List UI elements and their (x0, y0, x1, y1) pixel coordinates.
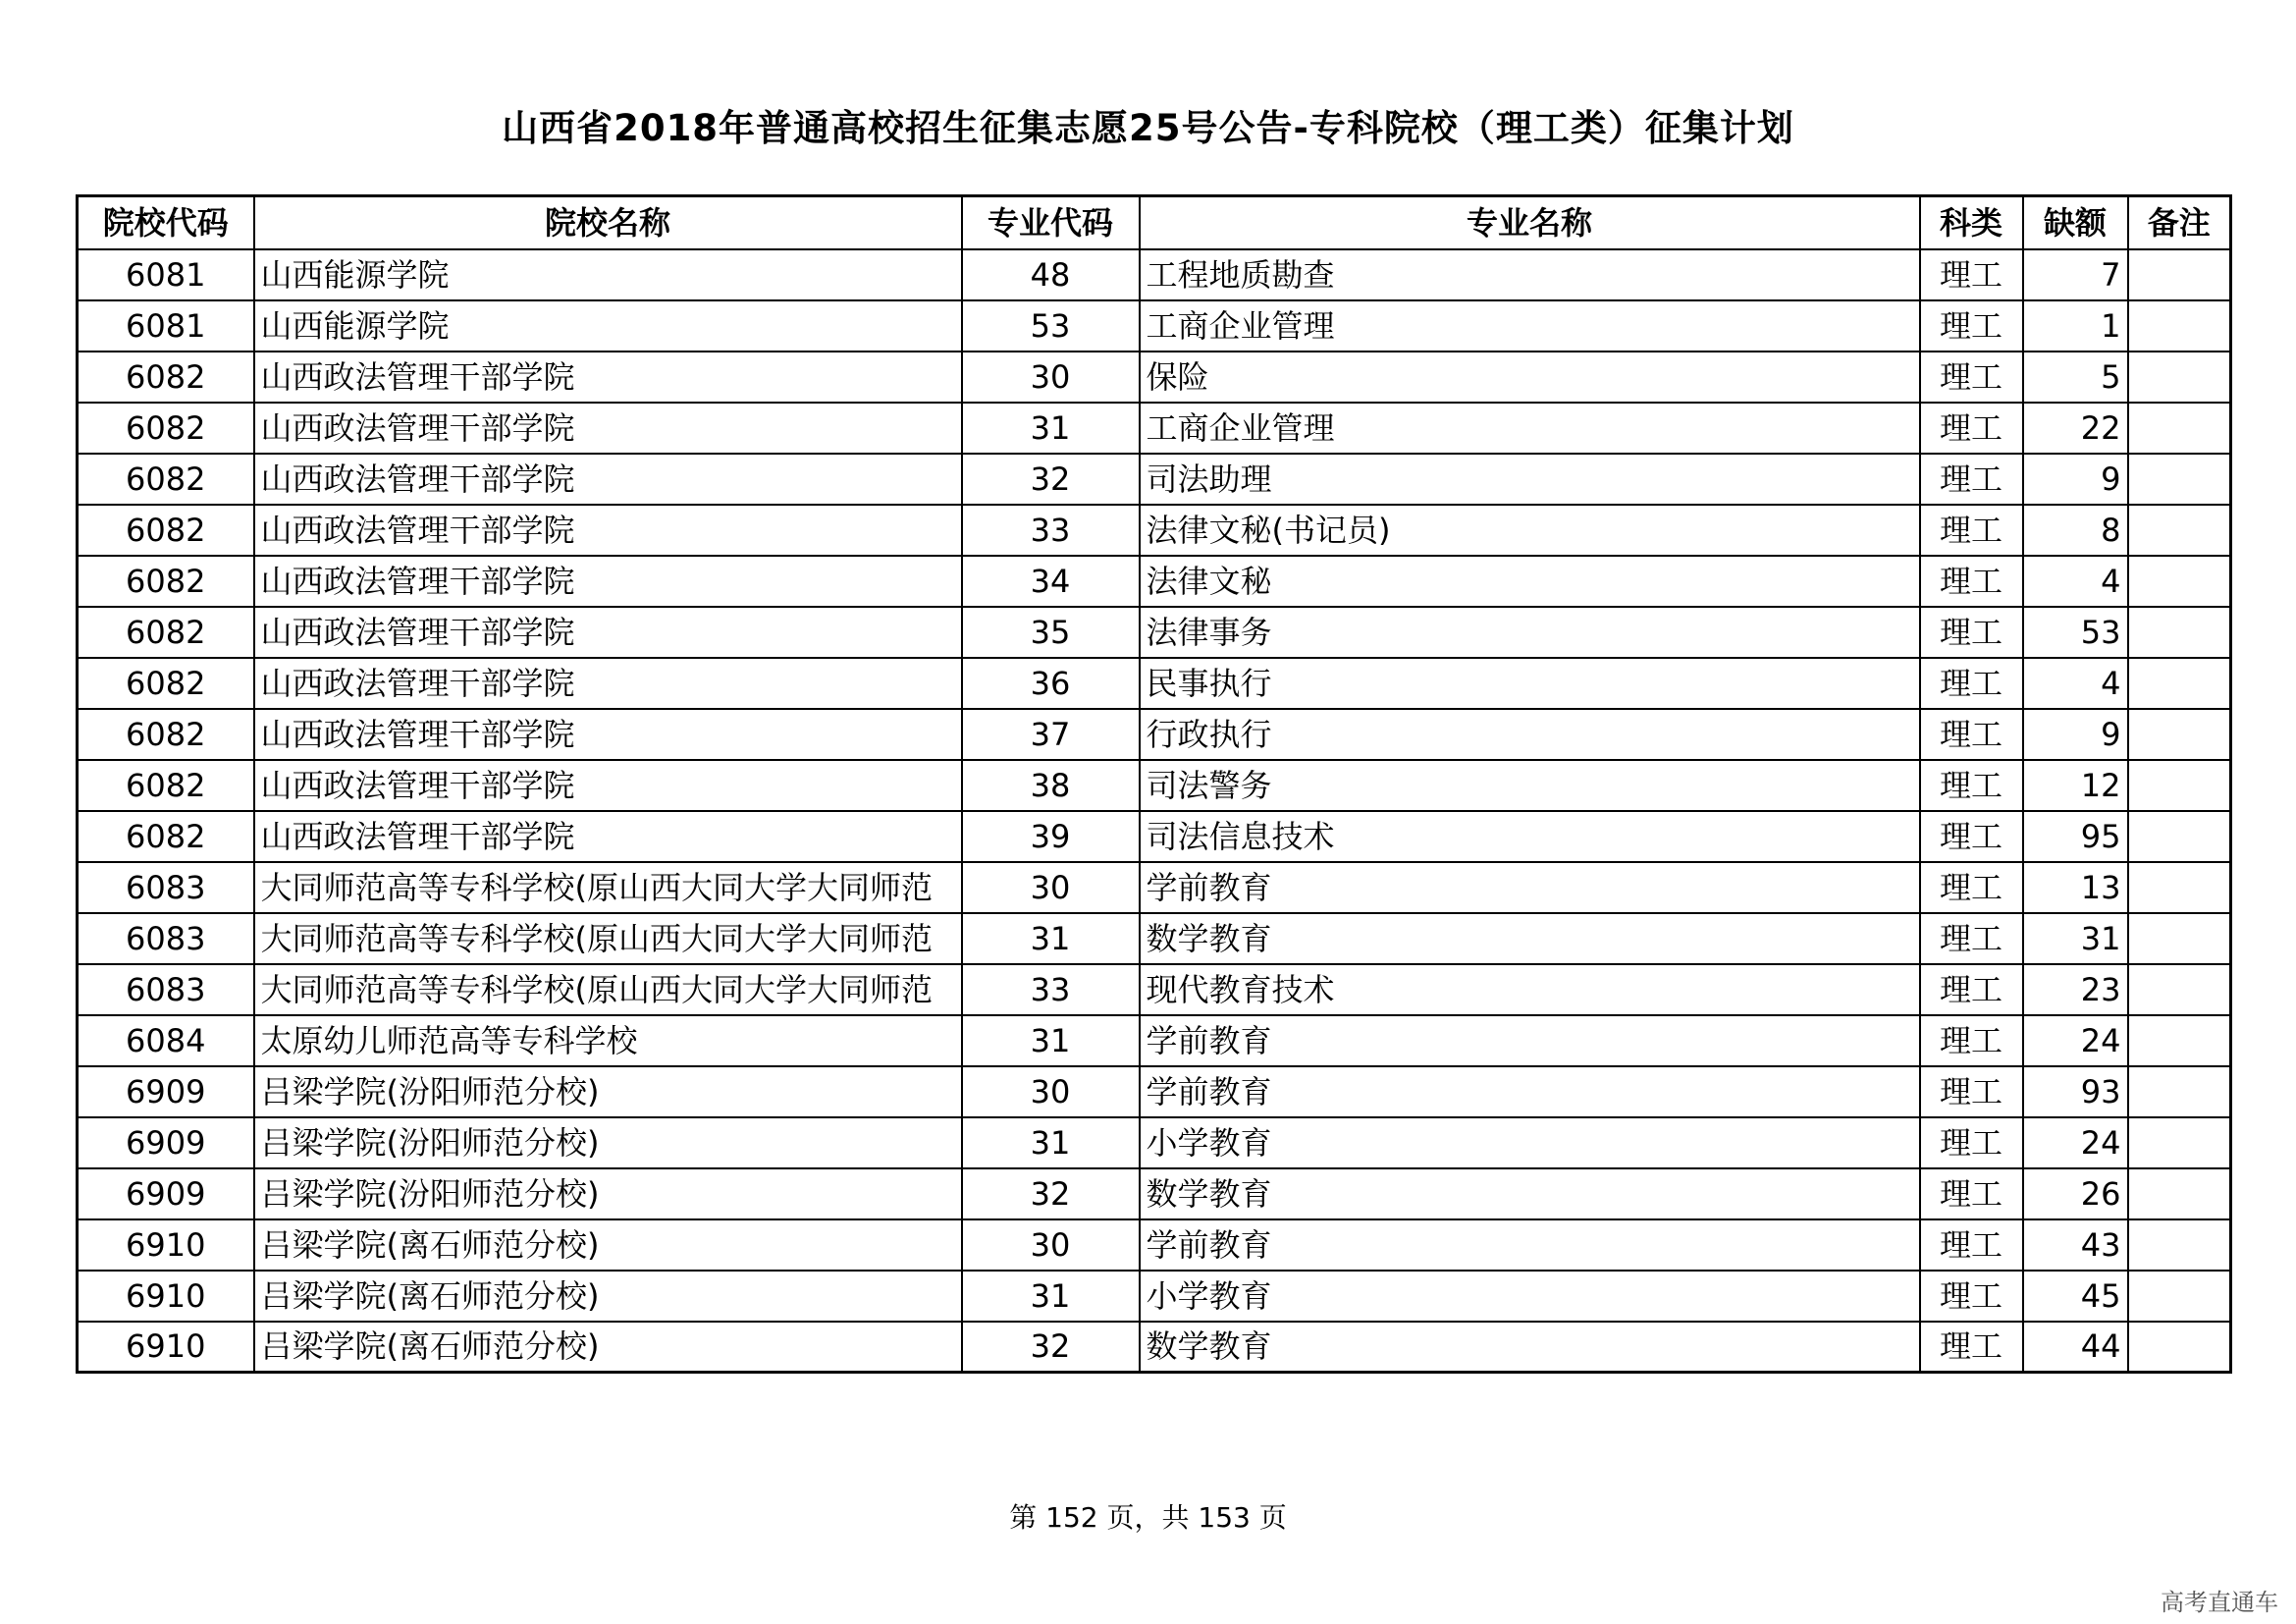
vacancy-cell: 45 (2023, 1271, 2128, 1322)
category-cell: 理工 (1920, 1322, 2023, 1373)
school-code-cell: 6082 (78, 760, 254, 811)
vacancy-cell: 93 (2023, 1066, 2128, 1117)
major-name-cell: 行政执行 (1140, 709, 1920, 760)
major-code-cell: 37 (962, 709, 1140, 760)
major-name-cell: 数学教育 (1140, 1168, 1920, 1219)
remarks-cell (2128, 1322, 2231, 1373)
remarks-cell (2128, 607, 2231, 658)
school-name-cell: 大同师范高等专科学校(原山西大同大学大同师范 (254, 862, 962, 913)
remarks-cell (2128, 709, 2231, 760)
category-cell: 理工 (1920, 913, 2023, 964)
remarks-cell (2128, 862, 2231, 913)
school-code-cell: 6083 (78, 862, 254, 913)
category-cell: 理工 (1920, 1066, 2023, 1117)
major-name-cell: 学前教育 (1140, 1066, 1920, 1117)
table-row (78, 249, 2231, 300)
major-name-cell: 工商企业管理 (1140, 403, 1920, 454)
vacancy-cell: 31 (2023, 913, 2128, 964)
remarks-cell (2128, 454, 2231, 505)
category-cell: 理工 (1920, 352, 2023, 403)
category-cell: 理工 (1920, 811, 2023, 862)
table-header-row (78, 196, 2231, 249)
major-name-cell: 法律文秘 (1140, 556, 1920, 607)
school-name-cell: 大同师范高等专科学校(原山西大同大学大同师范 (254, 964, 962, 1015)
major-code-cell: 39 (962, 811, 1140, 862)
category-cell: 理工 (1920, 964, 2023, 1015)
major-code-cell: 30 (962, 862, 1140, 913)
school-name-cell: 吕梁学院(汾阳师范分校) (254, 1066, 962, 1117)
school-code-cell: 6082 (78, 505, 254, 556)
remarks-cell (2128, 658, 2231, 709)
remarks-cell (2128, 1015, 2231, 1066)
school-code-cell: 6909 (78, 1117, 254, 1168)
table-row (78, 1066, 2231, 1117)
table-row (78, 709, 2231, 760)
school-code-cell: 6082 (78, 607, 254, 658)
major-name-cell: 小学教育 (1140, 1117, 1920, 1168)
school-name-cell: 山西政法管理干部学院 (254, 709, 962, 760)
category-cell: 理工 (1920, 709, 2023, 760)
school-code-cell: 6082 (78, 556, 254, 607)
table-row (78, 811, 2231, 862)
vacancy-cell: 26 (2023, 1168, 2128, 1219)
major-code-cell: 48 (962, 249, 1140, 300)
major-name-cell: 学前教育 (1140, 862, 1920, 913)
table-row (78, 1322, 2231, 1373)
vacancy-cell: 24 (2023, 1117, 2128, 1168)
remarks-cell (2128, 300, 2231, 352)
category-cell: 理工 (1920, 300, 2023, 352)
school-name-cell: 山西能源学院 (254, 300, 962, 352)
table-row (78, 658, 2231, 709)
school-name-cell: 大同师范高等专科学校(原山西大同大学大同师范 (254, 913, 962, 964)
category-cell: 理工 (1920, 249, 2023, 300)
category-cell: 理工 (1920, 403, 2023, 454)
remarks-cell (2128, 249, 2231, 300)
vacancy-cell: 53 (2023, 607, 2128, 658)
remarks-cell (2128, 1168, 2231, 1219)
major-name-cell: 保险 (1140, 352, 1920, 403)
remarks-cell (2128, 964, 2231, 1015)
major-name-cell: 司法助理 (1140, 454, 1920, 505)
school-code-cell: 6083 (78, 964, 254, 1015)
header-school-name: 院校名称 (254, 196, 962, 249)
major-code-cell: 31 (962, 913, 1140, 964)
school-name-cell: 山西政法管理干部学院 (254, 454, 962, 505)
header-remarks: 备注 (2128, 196, 2231, 249)
school-name-cell: 山西政法管理干部学院 (254, 556, 962, 607)
vacancy-cell: 22 (2023, 403, 2128, 454)
category-cell: 理工 (1920, 760, 2023, 811)
vacancy-cell: 8 (2023, 505, 2128, 556)
major-name-cell: 工商企业管理 (1140, 300, 1920, 352)
school-name-cell: 吕梁学院(离石师范分校) (254, 1219, 962, 1271)
major-name-cell: 数学教育 (1140, 913, 1920, 964)
category-cell: 理工 (1920, 607, 2023, 658)
school-name-cell: 太原幼儿师范高等专科学校 (254, 1015, 962, 1066)
table-row (78, 1271, 2231, 1322)
category-cell: 理工 (1920, 505, 2023, 556)
vacancy-cell: 44 (2023, 1322, 2128, 1373)
school-name-cell: 山西政法管理干部学院 (254, 811, 962, 862)
school-name-cell: 吕梁学院(汾阳师范分校) (254, 1117, 962, 1168)
vacancy-cell: 43 (2023, 1219, 2128, 1271)
remarks-cell (2128, 1066, 2231, 1117)
school-code-cell: 6081 (78, 249, 254, 300)
school-name-cell: 山西能源学院 (254, 249, 962, 300)
school-name-cell: 山西政法管理干部学院 (254, 352, 962, 403)
category-cell: 理工 (1920, 454, 2023, 505)
vacancy-cell: 1 (2023, 300, 2128, 352)
major-code-cell: 33 (962, 964, 1140, 1015)
vacancy-cell: 9 (2023, 709, 2128, 760)
major-name-cell: 司法信息技术 (1140, 811, 1920, 862)
vacancy-cell: 7 (2023, 249, 2128, 300)
school-code-cell: 6910 (78, 1219, 254, 1271)
category-cell: 理工 (1920, 556, 2023, 607)
category-cell: 理工 (1920, 658, 2023, 709)
major-name-cell: 民事执行 (1140, 658, 1920, 709)
school-code-cell: 6082 (78, 454, 254, 505)
table-row (78, 607, 2231, 658)
school-name-cell: 山西政法管理干部学院 (254, 658, 962, 709)
vacancy-cell: 12 (2023, 760, 2128, 811)
school-name-cell: 吕梁学院(汾阳师范分校) (254, 1168, 962, 1219)
school-code-cell: 6084 (78, 1015, 254, 1066)
header-major-code: 专业代码 (962, 196, 1140, 249)
major-code-cell: 32 (962, 1322, 1140, 1373)
table-row (78, 760, 2231, 811)
vacancy-cell: 23 (2023, 964, 2128, 1015)
table-row (78, 1219, 2231, 1271)
school-code-cell: 6909 (78, 1168, 254, 1219)
school-code-cell: 6082 (78, 709, 254, 760)
major-code-cell: 30 (962, 1219, 1140, 1271)
major-code-cell: 32 (962, 454, 1140, 505)
header-category: 科类 (1920, 196, 2023, 249)
remarks-cell (2128, 811, 2231, 862)
remarks-cell (2128, 352, 2231, 403)
school-code-cell: 6081 (78, 300, 254, 352)
school-code-cell: 6083 (78, 913, 254, 964)
school-code-cell: 6909 (78, 1066, 254, 1117)
remarks-cell (2128, 403, 2231, 454)
table-row (78, 556, 2231, 607)
header-vacancy: 缺额 (2023, 196, 2128, 249)
vacancy-cell: 4 (2023, 556, 2128, 607)
table-row (78, 913, 2231, 964)
school-name-cell: 吕梁学院(离石师范分校) (254, 1322, 962, 1373)
remarks-cell (2128, 1219, 2231, 1271)
page-footer: 第 152 页，共 153 页 (1009, 1501, 1287, 1534)
vacancy-cell: 9 (2023, 454, 2128, 505)
major-name-cell: 法律事务 (1140, 607, 1920, 658)
table-row (78, 1168, 2231, 1219)
major-code-cell: 31 (962, 1015, 1140, 1066)
table-row (78, 964, 2231, 1015)
major-code-cell: 30 (962, 352, 1140, 403)
major-code-cell: 34 (962, 556, 1140, 607)
table-row (78, 300, 2231, 352)
major-name-cell: 法律文秘(书记员) (1140, 505, 1920, 556)
table-row (78, 1015, 2231, 1066)
watermark: 高考直通车 (2161, 1589, 2278, 1616)
school-name-cell: 山西政法管理干部学院 (254, 760, 962, 811)
category-cell: 理工 (1920, 1117, 2023, 1168)
major-name-cell: 学前教育 (1140, 1015, 1920, 1066)
table-row (78, 1117, 2231, 1168)
major-code-cell: 31 (962, 1117, 1140, 1168)
header-major-name: 专业名称 (1140, 196, 1920, 249)
major-name-cell: 现代教育技术 (1140, 964, 1920, 1015)
remarks-cell (2128, 1271, 2231, 1322)
page-title: 山西省2018年普通高校招生征集志愿25号公告-专科院校（理工类）征集计划 (502, 107, 1794, 149)
category-cell: 理工 (1920, 1015, 2023, 1066)
remarks-cell (2128, 1117, 2231, 1168)
school-code-cell: 6082 (78, 811, 254, 862)
school-name-cell: 山西政法管理干部学院 (254, 505, 962, 556)
major-code-cell: 38 (962, 760, 1140, 811)
school-name-cell: 山西政法管理干部学院 (254, 607, 962, 658)
table-body (78, 249, 2231, 1373)
enrollment-plan-table (76, 194, 2232, 1374)
major-name-cell: 小学教育 (1140, 1271, 1920, 1322)
school-name-cell: 吕梁学院(离石师范分校) (254, 1271, 962, 1322)
header-school-code: 院校代码 (78, 196, 254, 249)
major-code-cell: 35 (962, 607, 1140, 658)
major-code-cell: 31 (962, 1271, 1140, 1322)
major-name-cell: 工程地质勘查 (1140, 249, 1920, 300)
major-name-cell: 学前教育 (1140, 1219, 1920, 1271)
major-code-cell: 36 (962, 658, 1140, 709)
vacancy-cell: 5 (2023, 352, 2128, 403)
vacancy-cell: 95 (2023, 811, 2128, 862)
school-code-cell: 6082 (78, 658, 254, 709)
major-code-cell: 33 (962, 505, 1140, 556)
major-code-cell: 30 (962, 1066, 1140, 1117)
vacancy-cell: 24 (2023, 1015, 2128, 1066)
table-row (78, 352, 2231, 403)
major-name-cell: 司法警务 (1140, 760, 1920, 811)
remarks-cell (2128, 913, 2231, 964)
remarks-cell (2128, 505, 2231, 556)
school-code-cell: 6082 (78, 403, 254, 454)
table-row (78, 403, 2231, 454)
major-name-cell: 数学教育 (1140, 1322, 1920, 1373)
category-cell: 理工 (1920, 1219, 2023, 1271)
school-code-cell: 6082 (78, 352, 254, 403)
major-code-cell: 31 (962, 403, 1140, 454)
major-code-cell: 53 (962, 300, 1140, 352)
table-row (78, 454, 2231, 505)
school-code-cell: 6910 (78, 1271, 254, 1322)
category-cell: 理工 (1920, 862, 2023, 913)
school-code-cell: 6910 (78, 1322, 254, 1373)
remarks-cell (2128, 556, 2231, 607)
vacancy-cell: 4 (2023, 658, 2128, 709)
category-cell: 理工 (1920, 1168, 2023, 1219)
vacancy-cell: 13 (2023, 862, 2128, 913)
major-code-cell: 32 (962, 1168, 1140, 1219)
category-cell: 理工 (1920, 1271, 2023, 1322)
table-row (78, 862, 2231, 913)
school-name-cell: 山西政法管理干部学院 (254, 403, 962, 454)
table-row (78, 505, 2231, 556)
remarks-cell (2128, 760, 2231, 811)
